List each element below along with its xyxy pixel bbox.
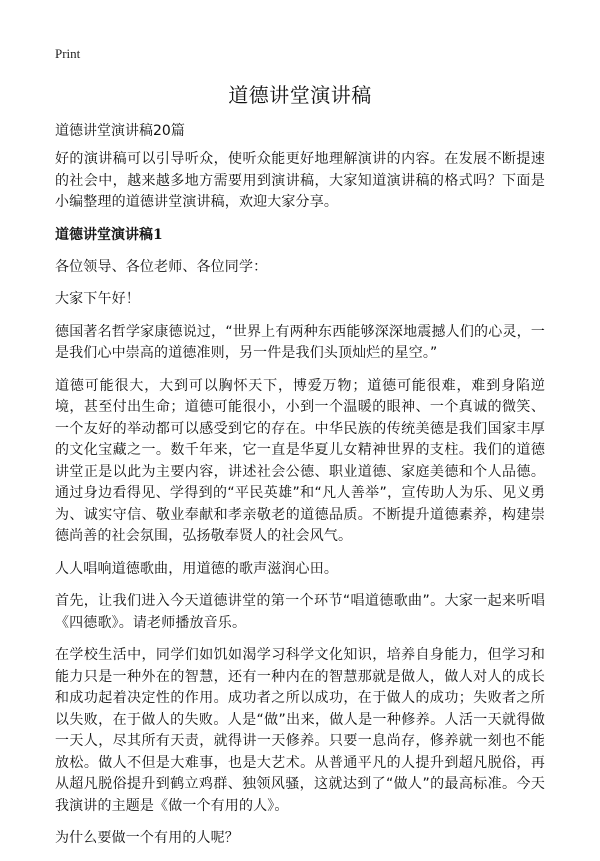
intro-paragraph: 好的演讲稿可以引导听众，使听众能更好地理解演讲的内容。在发展不断提速的社会中，越来越多地方需要用到演讲稿，大家知道演讲稿的格式吗？下面是小编整理的道德讲堂演讲稿，欢迎大家分享。 <box>55 151 545 210</box>
document-body <box>55 149 545 861</box>
paragraph-kant-quote: 德国著名哲学家康德说过，“世界上有两种东西能够深深地震撼人们的心灵，一是我们心中崇高的道德准则，另一件是我们头顶灿烂的星空。” <box>55 323 545 361</box>
paragraph-good-afternoon: 大家下午好！ <box>55 291 140 307</box>
document-title: 道德讲堂演讲稿 <box>228 83 372 107</box>
paragraph-greeting: 各位领导、各位老师、各位同学： <box>55 258 268 275</box>
paragraph-first-session: 首先，让我们进入今天道德讲堂的第一个环节“唱道德歌曲”。大家一起来听唱《四德歌》。请老师播放音乐。 <box>55 593 545 631</box>
paragraph-morality: 道德可能很大，大到可以胸怀天下，博爱万物；道德可能很难，难到身陷逆境，甚至付出生命；道德可能很小，小到一个温暖的眼神、一个真诚的微笑、一个友好的举动都可以感受到它的存在。中华民族的传统美德是我们国家丰厚的文化宝藏之一。数千年来，它一直是华夏儿女精神世界的支柱。我们的道德讲堂正是以此为主要内容，讲述社会公德、职业道德、家庭美德和个人品德。通过身边看得见、学得到的“平民英雄”和“凡人善举”，宣传助人为乐、见义勇为、诚实守信、敬业奉献和孝亲敬老的道德品质。不断提升道德素养，构建崇德尚善的社会氛围，弘扬敬奉贤人的社会风气。 <box>55 377 545 544</box>
paragraph-why-useful: 为什么要做一个有用的人呢？ <box>55 830 239 846</box>
document-subtitle: 道德讲堂演讲稿20篇 <box>55 123 185 139</box>
paragraph-sing-songs: 人人唱响道德歌曲，用道德的歌声滋润心田。 <box>55 560 338 577</box>
paragraph-school-life: 在学校生活中，同学们如饥如渴学习科学文化知识，培养自身能力，但学习和能力只是一种外在的智慧，还有一种内在的智慧那就是做人，做人对人的成长和成功起着决定性的作用。成功者之所以成功，在于做人的成功；失败者之所以失败，在于做人的失败。人是“做”出来，做人是一种修养。人活一天就得做一天人，尽其所有天责，就得讲一天修养。只要一息尚存，修养就一刻也不能放松。做人不但是大难事，也是大艺术。从普通平凡的人提升到超凡脱俗，再从超凡脱俗提升到鹤立鸡群、独领风骚，这就达到了“做人”的最高标准。今天我演讲的主题是《做一个有用的人》。 <box>55 647 545 814</box>
section-heading: 道德讲堂演讲稿1 <box>55 226 163 243</box>
print-label: Print <box>55 46 81 61</box>
